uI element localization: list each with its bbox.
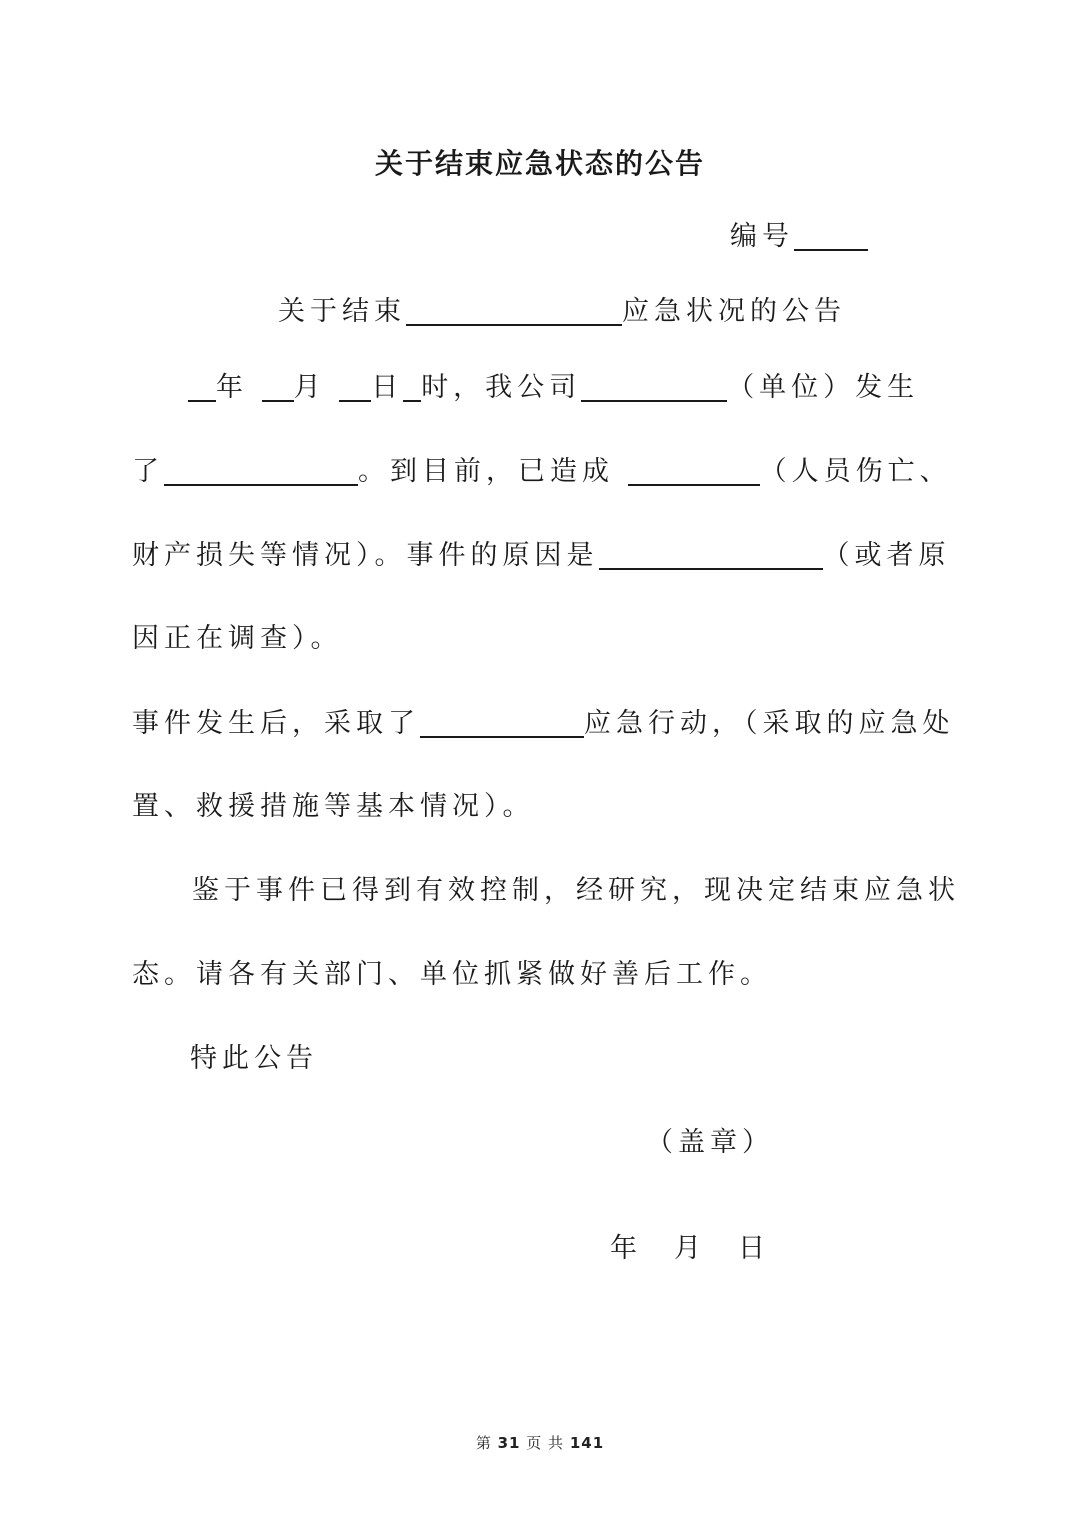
- number-line: [730, 222, 868, 251]
- date-year: 年: [610, 1233, 642, 1264]
- month-blank: [262, 373, 294, 402]
- p3-start: 财产损失等情况）。事件的原因是: [132, 540, 599, 571]
- day-label: 日: [371, 372, 404, 403]
- p3-end: （或者原: [822, 540, 951, 571]
- month-label: 月: [293, 372, 326, 403]
- p8-line: 态。请各有关部门、单位抓紧做好善后工作。: [132, 959, 772, 990]
- heading-suffix: 应急状况的公告: [622, 296, 846, 327]
- day-blank: [339, 373, 371, 402]
- heading-prefix: 关于结束: [278, 296, 406, 327]
- p2-start: 了: [132, 456, 164, 487]
- date-line: [610, 1235, 770, 1262]
- year-label: 年: [216, 372, 248, 403]
- closing-line: 特此公告: [190, 1043, 318, 1074]
- date-month: 月: [674, 1233, 706, 1264]
- p5-start: 事件发生后，采取了: [132, 708, 420, 739]
- unit-label: （单位）发生: [727, 372, 920, 403]
- number-label: 编号: [730, 221, 794, 252]
- document-title: 关于结束应急状态的公告: [374, 147, 705, 180]
- p6-line: 置、救援措施等基本情况）。: [132, 791, 535, 822]
- action-blank: [420, 709, 584, 738]
- p3-line: [132, 541, 951, 570]
- p4-line: 因正在调查）。: [132, 623, 343, 654]
- page-total: 141: [569, 1434, 605, 1452]
- unit-blank: [581, 373, 727, 402]
- hour-label: 时，我公司: [421, 372, 582, 403]
- year-blank: [188, 373, 216, 402]
- p2-end: （人员伤亡、: [759, 456, 952, 487]
- cause-blank: [599, 541, 823, 570]
- date-day: 日: [738, 1233, 770, 1264]
- p5-end: 应急行动，（采取的应急处: [584, 708, 955, 739]
- p2-mid: 。到目前，已造成: [358, 456, 614, 487]
- hour-blank: [403, 373, 421, 402]
- page-current: 31: [497, 1434, 521, 1452]
- number-blank: [794, 222, 868, 251]
- p1-line: [188, 373, 919, 402]
- page-footer: [0, 1432, 1080, 1453]
- seal-label: （盖章）: [646, 1127, 774, 1158]
- heading-blank: [406, 297, 622, 326]
- page-mid: 页 共: [526, 1434, 565, 1452]
- p2-line: [132, 457, 952, 486]
- page-prefix: 第: [475, 1434, 492, 1452]
- heading-line: [278, 297, 846, 326]
- loss-blank: [628, 457, 760, 486]
- p5-line: [132, 709, 955, 738]
- event-blank: [164, 457, 358, 486]
- p7-line: 鉴于事件已得到有效控制，经研究，现决定结束应急状: [192, 875, 960, 906]
